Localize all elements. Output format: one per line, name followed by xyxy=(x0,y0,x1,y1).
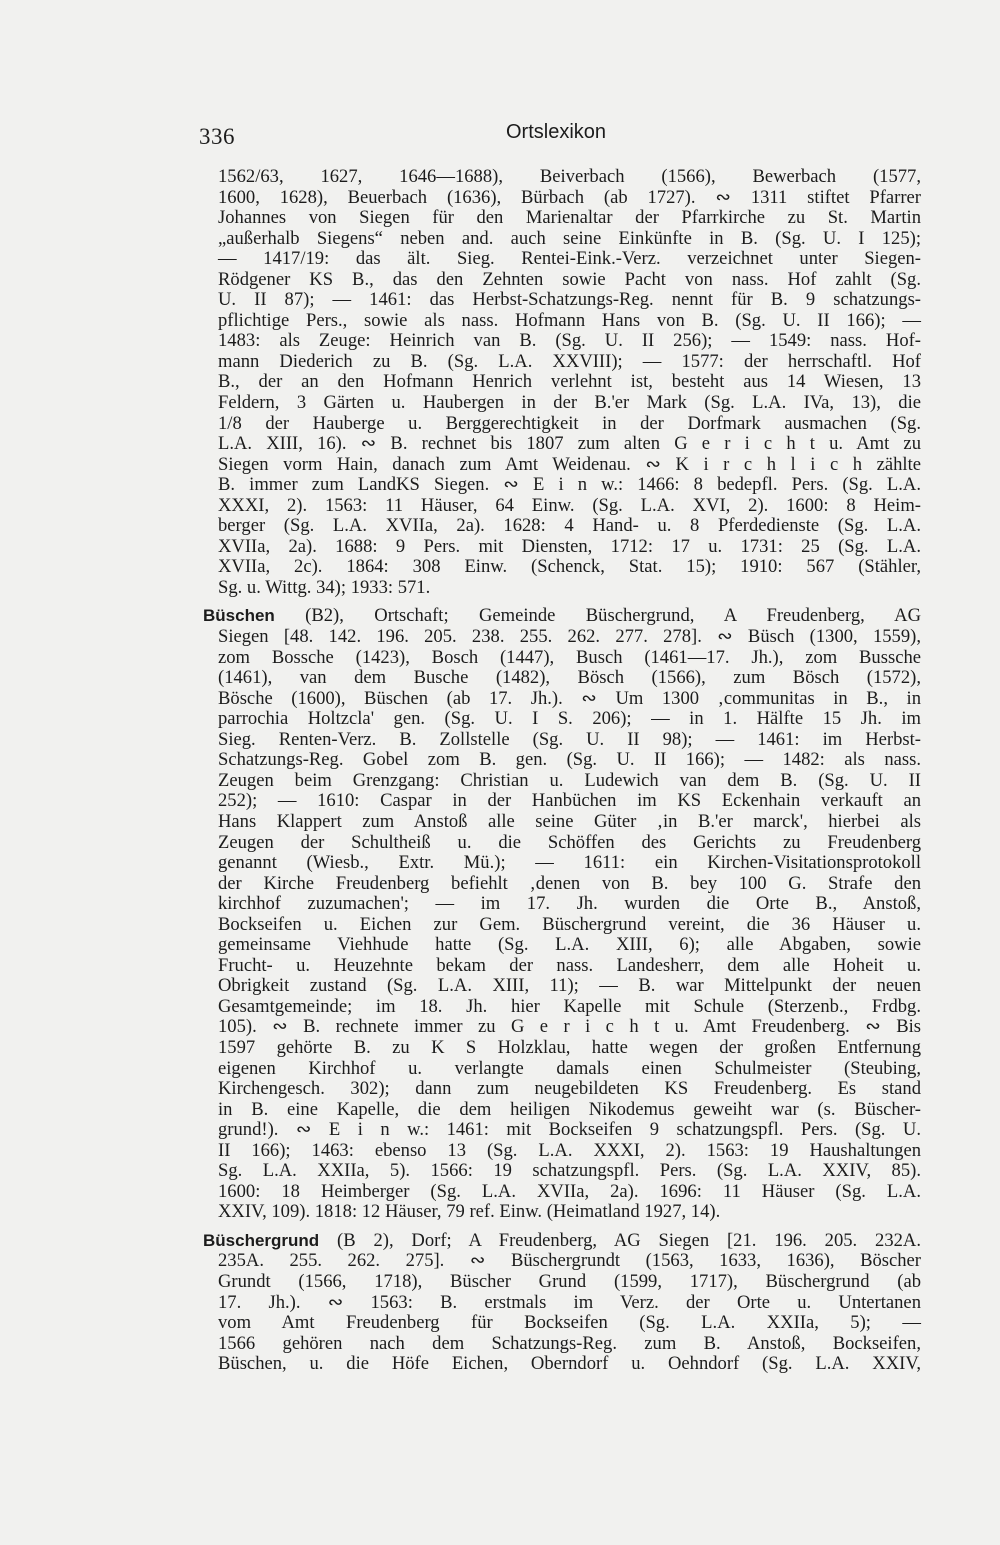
text-line: der Kirche Freudenberg befiehlt ‚denen von B. bey 100 G. Strafe den xyxy=(218,872,921,894)
text-line: Bockseifen u. Eichen zur Gem. Büschergrund vereint, die 36 Häuser u. xyxy=(218,913,921,935)
text-line: Hans Klappert zum Anstoß alle seine Güter ‚in B.'er marck', hierbei als xyxy=(218,810,921,832)
text-line: Sieg. Renten-Verz. B. Zollstelle (Sg. U. II 98); — 1461: im Herbst- xyxy=(218,728,921,750)
text-line: XVIIa, 2c). 1864: 308 Einw. (Schenck, Stat. 15); 1910: 567 (Stähler, xyxy=(218,556,921,578)
text-line: Frucht- u. Heuzehnte bekam der nass. Landesherr, dem alle Hoheit u. xyxy=(218,954,921,976)
text-line: Siegen vorm Hain, danach zum Amt Weidenau. ∾ K i r c h l i c h zählte xyxy=(218,453,921,475)
text-line: 252); — 1610: Caspar in der Hanbüchen im KS Eckenhain verkauft an xyxy=(218,790,921,812)
text-line: in B. eine Kapelle, die dem heiligen Nikodemus geweiht war (s. Büscher- xyxy=(218,1098,921,1120)
text-line: B., der an den Hofmann Henrich verlehnt ist, besteht aus 14 Wiesen, 13 xyxy=(218,371,921,393)
running-head: Ortslexikon xyxy=(506,121,607,143)
text-line: Rödgener KS B., das den Zehnten sowie Pacht von nass. Hof zahlt (Sg. xyxy=(218,268,921,290)
text-line: Bösche (1600), Büschen (ab 17. Jh.). ∾ Um 1300 ‚communitas in B., in xyxy=(218,687,921,709)
text-line: Zeugen beim Grenzgang: Christian u. Ludewich van dem B. (Sg. U. II xyxy=(218,769,921,791)
text-line: L.A. XIII, 16). ∾ B. rechnet bis 1807 zum alten G e r i c h t u. Amt zu xyxy=(218,433,921,455)
text-line: II 166); 1463: ebenso 13 (Sg. L.A. XXXI, 2). 1563: 19 Haushaltungen xyxy=(218,1139,921,1161)
continuation-paragraph xyxy=(218,167,921,598)
text-line: Sg. u. Wittg. 34); 1933: 571. xyxy=(218,576,431,598)
text-line: Zeugen der Schultheiß u. die Schöffen des Gerichts zu Freudenberg xyxy=(218,831,921,853)
entry-first-line xyxy=(203,1231,921,1252)
text-line: (1461), van dem Busche (1482), Bösch (1566), zum Bösch (1572), xyxy=(218,667,921,689)
text-line: — 1417/19: das ält. Sieg. Rentei-Eink.-Verz. verzeichnet unter Siegen- xyxy=(218,248,921,270)
text-line: 1600: 18 Heimberger (Sg. L.A. XVIIa, 2a). 1696: 11 Häuser (Sg. L.A. xyxy=(218,1180,921,1202)
entry-first-line-text: (B2), Ortschaft; Gemeinde Büschergrund, A Freudenberg, AG xyxy=(274,605,921,627)
text-line: Büschen, u. die Höfe Eichen, Oberndorf u. Oehndorf (Sg. L.A. XXIV, xyxy=(218,1353,921,1375)
text-line: U. II 87); — 1461: das Herbst-Schatzungs-Reg. nennt für B. 9 schatzungs- xyxy=(218,289,921,311)
text-line: genannt (Wiesb., Extr. Mü.); — 1611: ein Kirchen-Visitationsprotokoll xyxy=(218,852,921,874)
text-line: 105). ∾ B. rechnete immer zu G e r i c h t u. Amt Freudenberg. ∾ Bis xyxy=(218,1016,921,1038)
text-line: parrochia Holtzcla' gen. (Sg. U. I S. 206); — in 1. Hälfte 15 Jh. im xyxy=(218,708,921,730)
text-line: grund!). ∾ E i n w.: 1461: mit Bockseifen 9 schatzungspfl. Pers. (Sg. U. xyxy=(218,1119,921,1141)
text-line: Kirchengesch. 302); dann zum neugebildeten KS Freudenberg. Es stand xyxy=(218,1078,921,1100)
text-line: 235A. 255. 262. 275]. ∾ Büschergrundt (1563, 1633, 1636), Böscher xyxy=(218,1250,921,1272)
text-line: vom Amt Freudenberg für Bockseifen (Sg. L.A. XXIIa, 5); — xyxy=(218,1312,921,1334)
text-line: 1597 gehörte B. zu K S Holzklau, hatte wegen der großen Entfernung xyxy=(218,1036,921,1058)
text-line: mann Diederich zu B. (Sg. L.A. XXVIII); — 1577: der herrschaftl. Hof xyxy=(218,350,921,372)
page-number: 336 xyxy=(199,124,235,149)
text-line: 1483: als Zeuge: Heinrich van B. (Sg. U. II 256); — 1549: nass. Hof- xyxy=(218,330,921,352)
text-line: Obrigkeit zustand (Sg. L.A. XIII, 11); — B. war Mittelpunkt der neuen xyxy=(218,975,921,997)
lexicon-body xyxy=(203,166,921,1375)
text-line: eigenen Kirchhof u. verlangte damals einen Schulmeister (Steubing, xyxy=(218,1057,921,1079)
text-line: Johannes von Siegen für den Marienaltar der Pfarrkirche zu St. Martin xyxy=(218,207,921,229)
headword: Büschen xyxy=(203,606,275,626)
text-line: XXXI, 2). 1563: 11 Häuser, 64 Einw. (Sg. L.A. XVI, 2). 1600: 8 Heim- xyxy=(218,494,921,516)
text-line: 1566 gehören nach dem Schatzungs-Reg. zum B. Anstoß, Bockseifen, xyxy=(218,1332,921,1354)
text-line: berger (Sg. L.A. XVIIa, 2a). 1628: 4 Hand- u. 8 Pferdedienste (Sg. L.A. xyxy=(218,515,921,537)
entry-first-line-text: (B 2), Dorf; A Freudenberg, AG Siegen [21. 196. 205. 232A. xyxy=(319,1229,921,1251)
entry-bueschergrund xyxy=(203,1229,921,1375)
text-line: 1/8 der Hauberge u. Berggerechtigkeit in der Dorfmark ausmachen (Sg. xyxy=(218,412,921,434)
text-line: pflichtige Pers., sowie als nass. Hofmann Hans von B. (Sg. U. II 166); — xyxy=(218,309,921,331)
text-line: Grundt (1566, 1718), Büscher Grund (1599, 1717), Büschergrund (ab xyxy=(218,1270,921,1292)
text-line: Siegen [48. 142. 196. 205. 238. 255. 262. 277. 278]. ∾ Büsch (1300, 1559), xyxy=(218,626,921,648)
text-line: Schatzungs-Reg. Gobel zom B. gen. (Sg. U. II 166); — 1482: als nass. xyxy=(218,749,921,771)
text-line: 1600, 1628), Beuerbach (1636), Bürbach (ab 1727). ∾ 1311 stiftet Pfarrer xyxy=(218,186,921,208)
entry-bueschen xyxy=(203,605,921,1223)
text-line: B. immer zum LandKS Siegen. ∾ E i n w.: 1466: 8 bedepfl. Pers. (Sg. L.A. xyxy=(218,474,921,496)
text-line: 1562/63, 1627, 1646—1688), Beiverbach (1566), Bewerbach (1577, xyxy=(218,166,921,187)
text-line: kirchhof zuzumachen'; — im 17. Jh. wurden die Orte B., Anstoß, xyxy=(218,893,921,915)
text-line: Feldern, 3 Gärten u. Haubergen in der B.'er Mark (Sg. L.A. IVa, 13), die xyxy=(218,392,921,414)
text-line: zom Bossche (1423), Bosch (1447), Busch (1461—17. Jh.), zom Bussche xyxy=(218,646,921,668)
text-line: 17. Jh.). ∾ 1563: B. erstmals im Verz. der Orte u. Untertanen xyxy=(218,1291,921,1313)
text-line: Gesamtgemeinde; im 18. Jh. hier Kapelle mit Schule (Sterzenb., Frdbg. xyxy=(218,995,921,1017)
text-line: gemeinsame Viehhude hatte (Sg. L.A. XIII, 6); alle Abgaben, sowie xyxy=(218,934,921,956)
entry-first-line xyxy=(203,606,921,627)
headword: Büschergrund xyxy=(203,1230,320,1250)
text-line: Sg. L.A. XXIIa, 5). 1566: 19 schatzungspfl. Pers. (Sg. L.A. XXIV, 85). xyxy=(218,1160,921,1182)
text-line: XXIV, 109). 1818: 12 Häuser, 79 ref. Einw. (Heimatland 1927, 14). xyxy=(218,1201,721,1223)
text-line: XVIIa, 2a). 1688: 9 Pers. mit Diensten, 1712: 17 u. 1731: 25 (Sg. L.A. xyxy=(218,535,921,557)
text-line: „außerhalb Siegens“ neben and. auch seine Einkünfte in B. (Sg. U. I 125); xyxy=(218,227,921,249)
